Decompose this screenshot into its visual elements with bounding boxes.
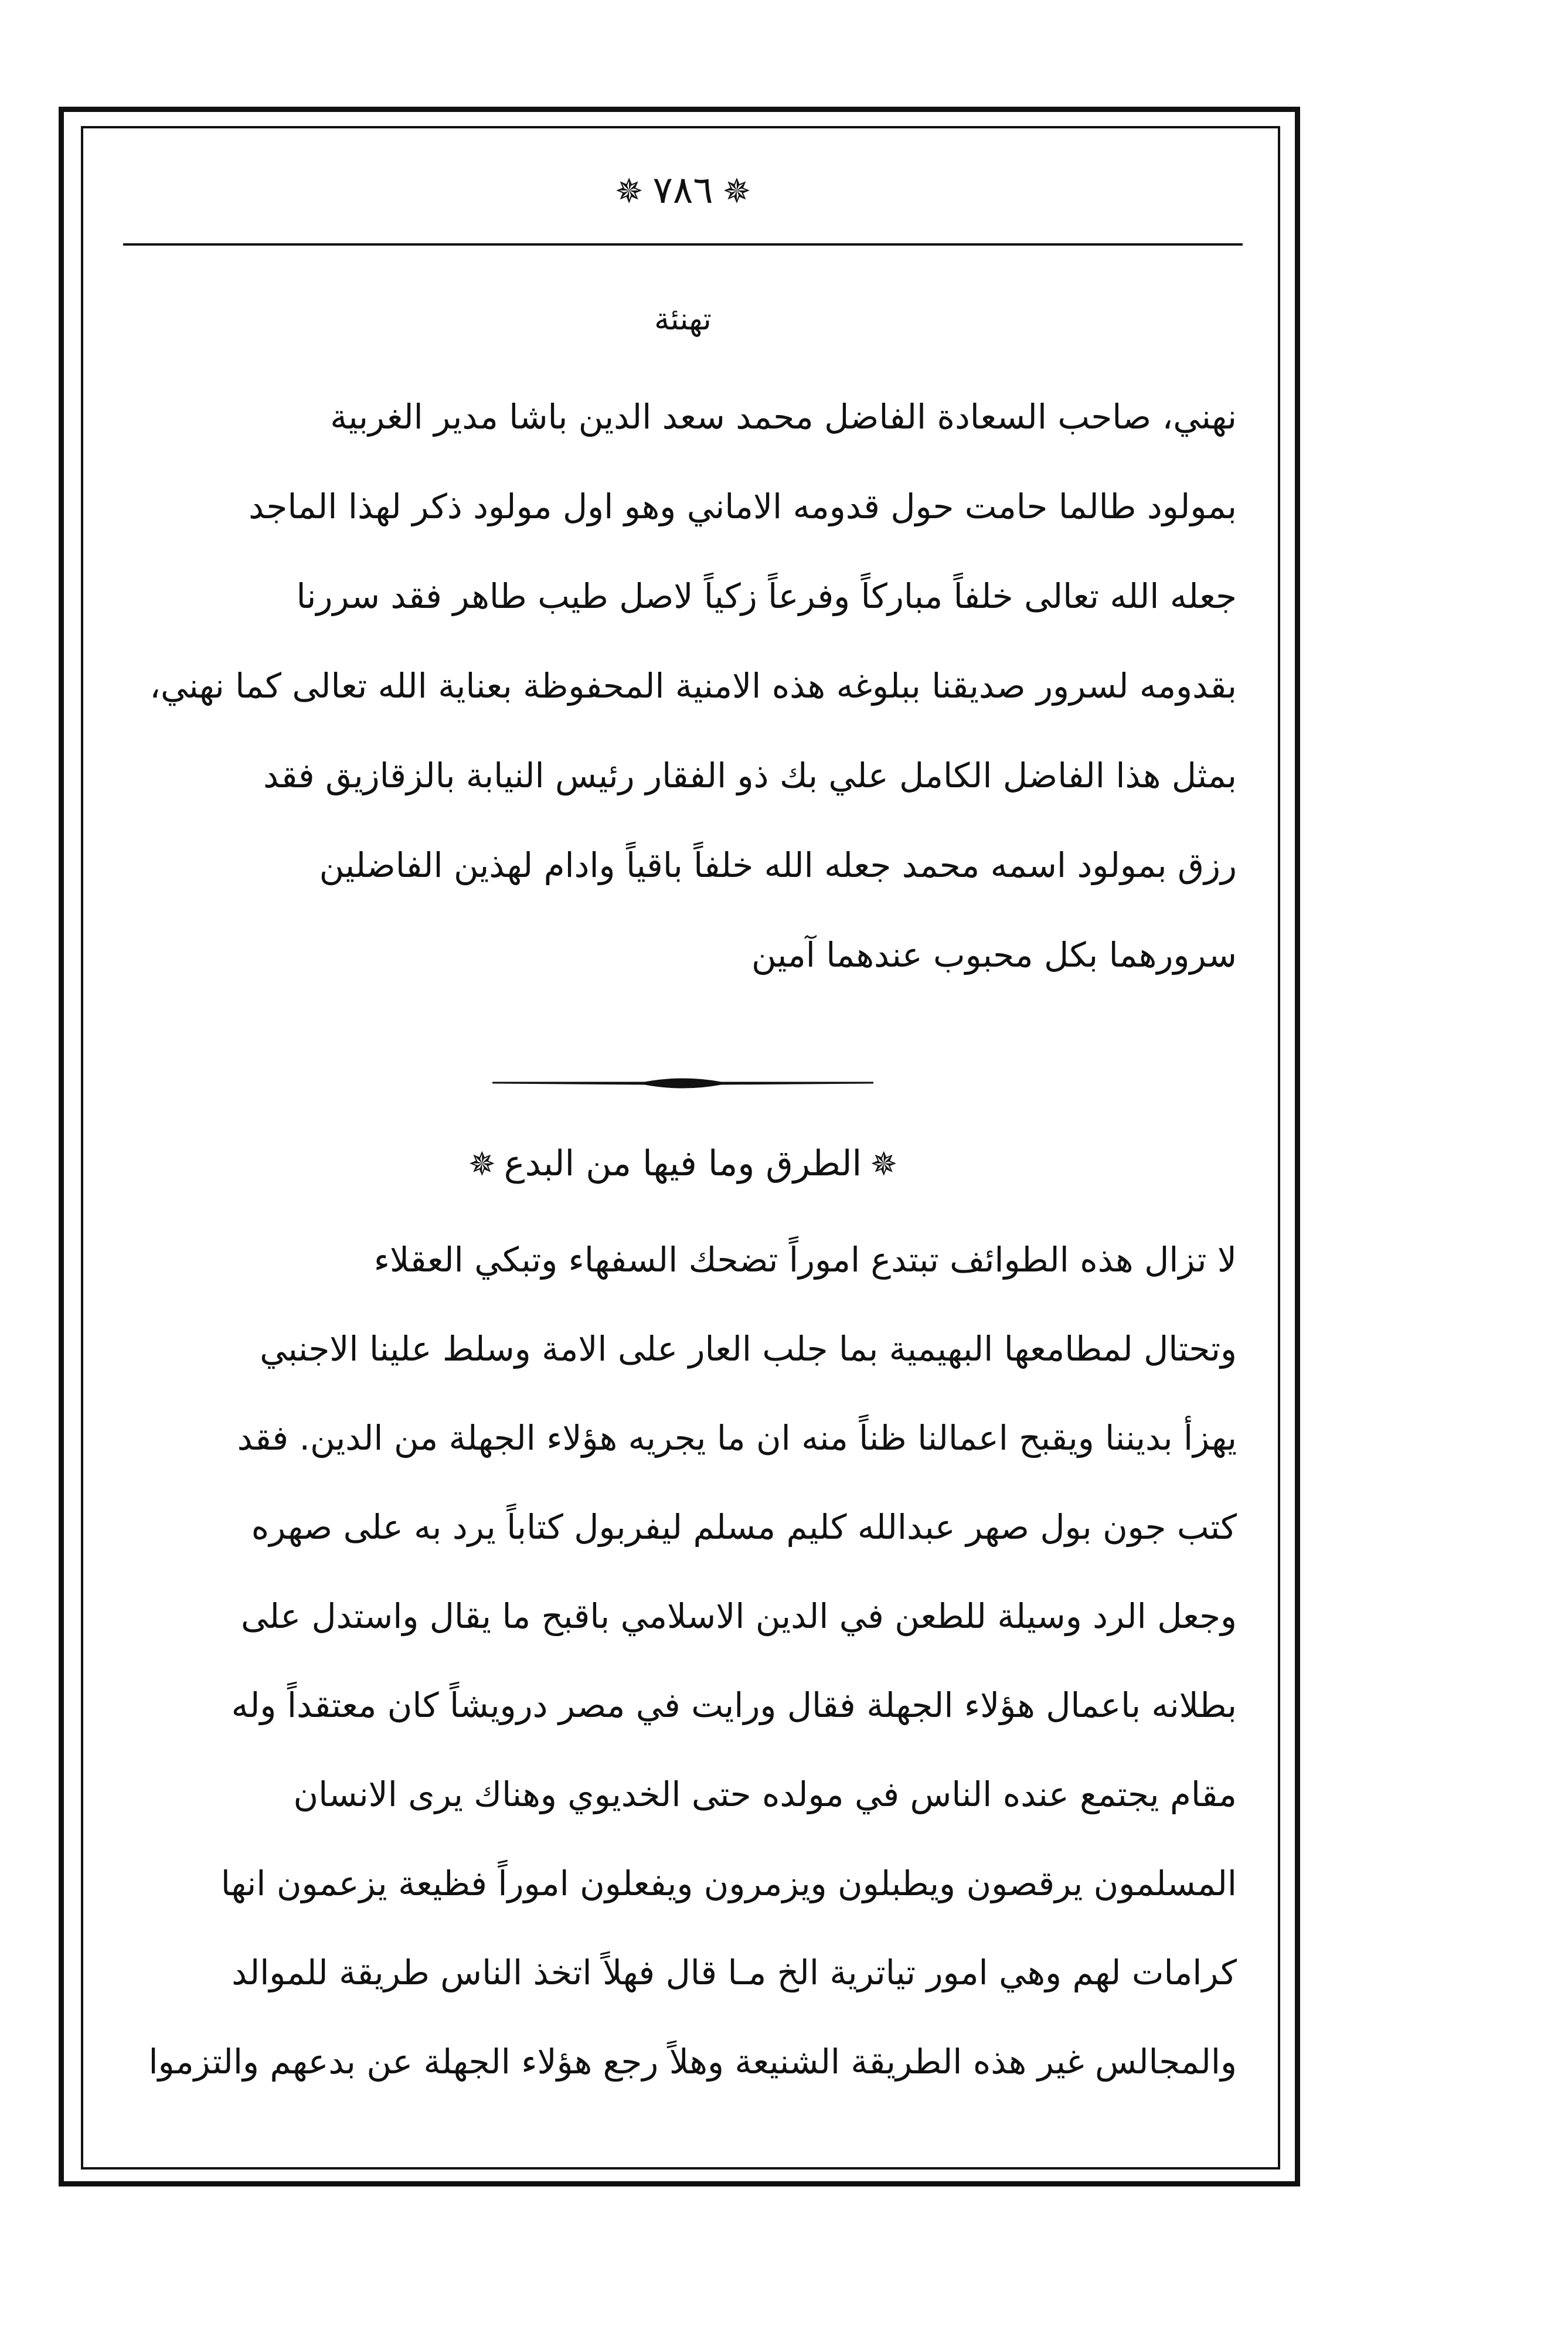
text-line: والمجالس غير هذه الطريقة الشنيعة وهلاً رجع هؤلاء الجهلة عن بدعهم والتزموا bbox=[148, 2042, 1237, 2082]
text-line: مقام يجتمع عنده الناس في مولده حتى الخديوي وهناك يرى الانسان bbox=[293, 1774, 1237, 1814]
text-line: نهني، صاحب السعادة الفاضل محمد سعد الدين باشا مدير الغربية bbox=[330, 397, 1237, 437]
text-line: يهزأ بديننا ويقبح اعمالنا ظناً منه ان ما يجريه هؤلاء الجهلة من الدين. فقد bbox=[237, 1418, 1237, 1458]
text-line: وجعل الرد وسيلة للطعن في الدين الاسلامي باقبح ما يقال واستدل على bbox=[240, 1596, 1237, 1636]
text-line: كتب جون بول صهر عبدالله كليم مسلم ليفربول كتاباً يرد به على صهره bbox=[251, 1507, 1237, 1547]
text-line: المسلمون يرقصون ويطبلون ويزمرون ويفعلون اموراً فظيعة يزعمون انها bbox=[220, 1863, 1237, 1903]
congratulation-title: تهنئة bbox=[654, 302, 712, 337]
section-divider bbox=[117, 1071, 1249, 1094]
text-line: بمثل هذا الفاضل الكامل علي بك ذو الفقار رئيس النيابة بالزقازيق فقد bbox=[263, 756, 1237, 795]
congratulation-paragraph bbox=[129, 372, 1237, 1000]
text-line: لا تزال هذه الطوائف تبتدع اموراً تضحك السفهاء وتبكي العقلاء bbox=[373, 1240, 1237, 1280]
text-line: بمولود طالما حامت حول قدومه الاماني وهو اول مولود ذكر لهذا الماجد bbox=[249, 487, 1237, 526]
text-line: بطلانه باعمال هؤلاء الجهلة فقال ورايت في مصر درويشاً كان معتقداً وله bbox=[231, 1685, 1237, 1725]
text-line: كرامات لهم وهي امور تياترية الخ مـا قال فهلاً اتخذ الناس طريقة للموالد bbox=[232, 1953, 1237, 1992]
article-title bbox=[117, 1123, 1249, 1206]
star-ornament-icon: ✵ bbox=[614, 171, 644, 211]
text-line: سرورهما بكل محبوب عندهما آمين bbox=[751, 935, 1237, 975]
text-line: وتحتال لمطامعها البهيمية بما جلب العار على الامة وسلط علينا الاجنبي bbox=[260, 1329, 1237, 1369]
star-ornament-icon: ✵ bbox=[870, 1145, 898, 1184]
star-ornament-icon: ✵ bbox=[722, 171, 751, 211]
text-line: رزق بمولود اسمه محمد جعله الله خلفاً باقياً وادام لهذين الفاضلين bbox=[319, 845, 1237, 885]
text-line: جعله الله تعالى خلفاً مباركاً وفرعاً زكياً لاصل طيب طاهر فقد سررنا bbox=[296, 576, 1237, 616]
page-number: ٧٨٦ bbox=[652, 169, 713, 212]
page-header bbox=[117, 161, 1249, 220]
text-line: بقدومه لسرور صديقنا ببلوغه هذه الامنية المحفوظة بعناية الله تعالى كما نهني، bbox=[149, 666, 1237, 706]
header-rule bbox=[123, 243, 1243, 246]
document-page bbox=[117, 126, 1249, 2160]
star-ornament-icon: ✵ bbox=[468, 1145, 496, 1184]
article-paragraph bbox=[129, 1215, 1237, 2106]
article-title-text: الطرق وما فيها من البدع bbox=[504, 1143, 862, 1184]
